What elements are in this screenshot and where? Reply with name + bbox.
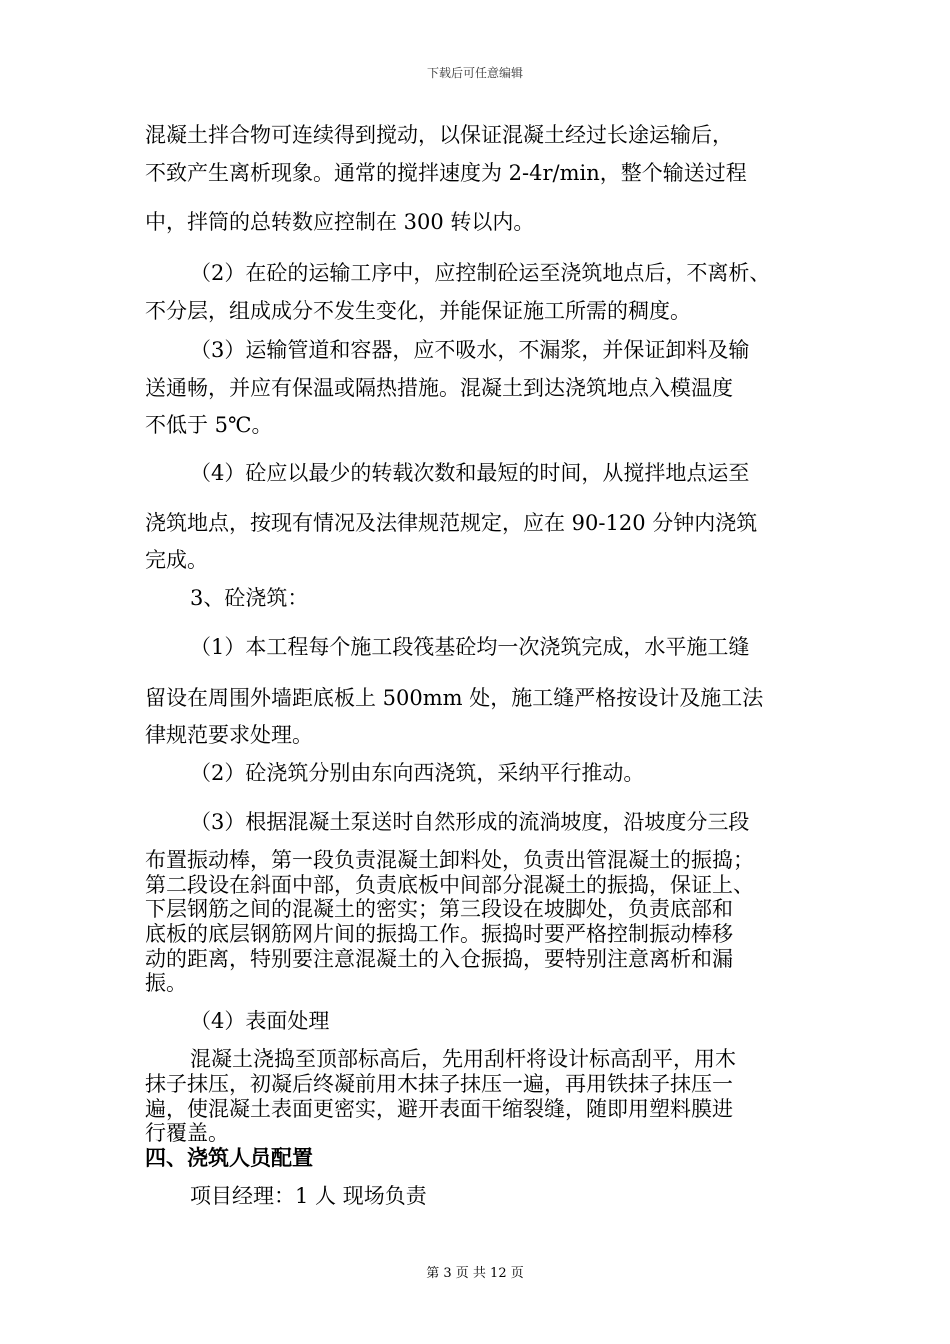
- text-line: （2）在砼的运输工序中，应控制砼运至浇筑地点后，不离析、: [190, 261, 771, 285]
- text-line: 底板的底层钢筋网片间的振捣工作。振捣时要严格控制振动棒移: [145, 922, 733, 946]
- text-line: （3）运输管道和容器，应不吸水，不漏浆，并保证卸料及输: [190, 338, 750, 362]
- text-line: 遍，使混凝土表面更密实，避开表面干缩裂缝，随即用塑料膜进: [145, 1097, 733, 1121]
- page-header: 下载后可任意编辑: [426, 66, 523, 80]
- text-line: 布置振动棒，第一段负责混凝土卸料处，负责出管混凝土的振捣；: [145, 848, 754, 872]
- text-line: 留设在周围外墙距底板上 500mm 处，施工缝严格按设计及施工法: [145, 686, 764, 710]
- text-line: 中，拌筒的总转数应控制在 300 转以内。: [145, 210, 535, 234]
- text-line: 行覆盖。: [145, 1121, 229, 1145]
- text-line: （3）根据混凝土泵送时自然形成的流淌坡度，沿坡度分三段: [190, 810, 750, 834]
- text-line: （4）砼应以最少的转载次数和最短的时间，从搅拌地点运至: [190, 461, 750, 485]
- text-line: 动的距离，特别要注意混凝土的入仓振捣，要特别注意离析和漏: [145, 947, 733, 971]
- text-line: 混凝土拌合物可连续得到搅动，以保证混凝土经过长途运输后，: [145, 123, 733, 147]
- text-line: 下层钢筋之间的混凝土的密实；第三段设在坡脚处，负责底部和: [145, 897, 733, 921]
- section-heading-3: 3、砼浇筑：: [190, 586, 309, 610]
- text-line: （4）表面处理: [190, 1009, 330, 1033]
- text-line: 混凝土浇捣至顶部标高后，先用刮杆将设计标高刮平，用木: [190, 1047, 736, 1071]
- page-footer: 第 3 页 共 12 页: [426, 1266, 524, 1281]
- text-line: 不致产生离析现象。通常的搅拌速度为 2-4r/min，整个输送过程: [145, 161, 747, 185]
- text-line: 律规范要求处理。: [145, 723, 313, 747]
- text-line: 不分层，组成成分不发生变化，并能保证施工所需的稠度。: [145, 299, 691, 323]
- text-line: 浇筑地点，按现有情况及法律规范规定，应在 90-120 分钟内浇筑: [145, 511, 758, 535]
- text-line: 振。: [145, 971, 187, 995]
- text-line: （2）砼浇筑分别由东向西浇筑，采纳平行推动。: [190, 761, 645, 785]
- text-line: （1）本工程每个施工段筏基砼均一次浇筑完成，水平施工缝: [190, 635, 750, 659]
- text-line: 项目经理：1 人 现场负责: [190, 1184, 427, 1208]
- text-line: 不低于 5℃。: [145, 413, 273, 437]
- text-line: 送通畅，并应有保温或隔热措施。混凝土到达浇筑地点入模温度: [145, 376, 733, 400]
- text-line: 抹子抹压，初凝后终凝前用木抹子抹压一遍，再用铁抹子抹压一: [145, 1072, 733, 1096]
- text-line: 完成。: [145, 548, 208, 572]
- text-line: 第二段设在斜面中部，负责底板中间部分混凝土的振捣，保证上、: [145, 873, 754, 897]
- section-heading-4: 四、浇筑人员配置: [145, 1145, 313, 1170]
